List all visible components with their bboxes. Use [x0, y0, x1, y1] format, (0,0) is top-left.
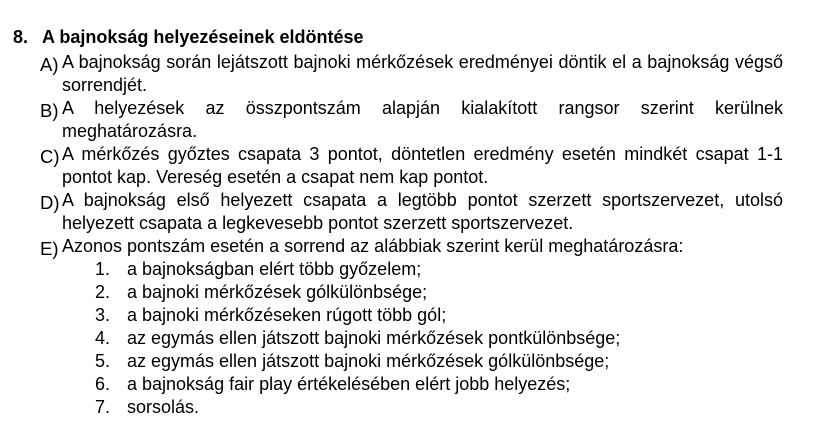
list-item	[13, 373, 783, 396]
paragraph-letter: B)	[40, 100, 59, 121]
paragraph-letter: A)	[40, 54, 59, 75]
list-item-number: 5.	[95, 351, 111, 371]
section-title: A bajnokság helyezéseinek eldöntése	[42, 27, 364, 47]
paragraph-text: A bajnokság első helyezett csapata a legtöbb pontot szerzett sportszervezet, utolsó helyezett csapata a legkevesebb pontot szerzett sportszervezet.	[62, 190, 783, 233]
paragraph-letter: D)	[40, 192, 60, 213]
list-item-number: 4.	[95, 328, 111, 348]
list-item	[13, 304, 783, 327]
paragraph-text: A mérkőzés győztes csapata 3 pontot, döntetlen eredmény esetén mindkét csapat 1-1 pontot kap. Vereség esetén a csapat nem kap pontot.	[62, 144, 783, 187]
paragraph-a	[13, 51, 783, 97]
list-item	[13, 281, 783, 304]
list-item	[13, 327, 783, 350]
list-item	[13, 396, 783, 419]
paragraph-d	[13, 189, 783, 235]
paragraph-letter: E)	[40, 238, 59, 259]
paragraph-e	[13, 235, 783, 258]
list-item-text: a bajnokság fair play értékelésében elért jobb helyezés;	[127, 374, 571, 394]
list-item	[13, 258, 783, 281]
list-item-number: 2.	[95, 282, 111, 302]
paragraph-c	[13, 143, 783, 189]
section-number: 8.	[13, 27, 29, 47]
list-item-text: a bajnokságban elért több győzelem;	[127, 259, 422, 279]
section-heading	[13, 26, 783, 48]
list-item-text: a bajnoki mérkőzések gólkülönbsége;	[127, 282, 428, 302]
list-item	[13, 350, 783, 373]
list-item-number: 1.	[95, 259, 111, 279]
document-body	[13, 26, 783, 419]
list-item-number: 6.	[95, 374, 111, 394]
list-item-number: 7.	[95, 397, 111, 417]
list-item-text: a bajnoki mérkőzéseken rúgott több gól;	[127, 305, 447, 325]
tiebreak-criteria-list	[13, 258, 783, 419]
list-item-number: 3.	[95, 305, 111, 325]
paragraph-letter: C)	[40, 146, 60, 167]
paragraph-b	[13, 97, 783, 143]
paragraph-text: A bajnokság során lejátszott bajnoki mérkőzések eredményei döntik el a bajnokság végső sorrendjét.	[62, 52, 783, 95]
list-item-text: az egymás ellen játszott bajnoki mérkőzések gólkülönbsége;	[127, 351, 610, 371]
list-item-text: sorsolás.	[127, 397, 200, 417]
paragraph-text: Azonos pontszám esetén a sorrend az alábbiak szerint kerül meghatározásra:	[62, 236, 684, 256]
paragraph-text: A helyezések az összpontszám alapján kialakított rangsor szerint kerülnek meghatározásra.	[62, 98, 783, 141]
list-item-text: az egymás ellen játszott bajnoki mérkőzések pontkülönbsége;	[127, 328, 621, 348]
